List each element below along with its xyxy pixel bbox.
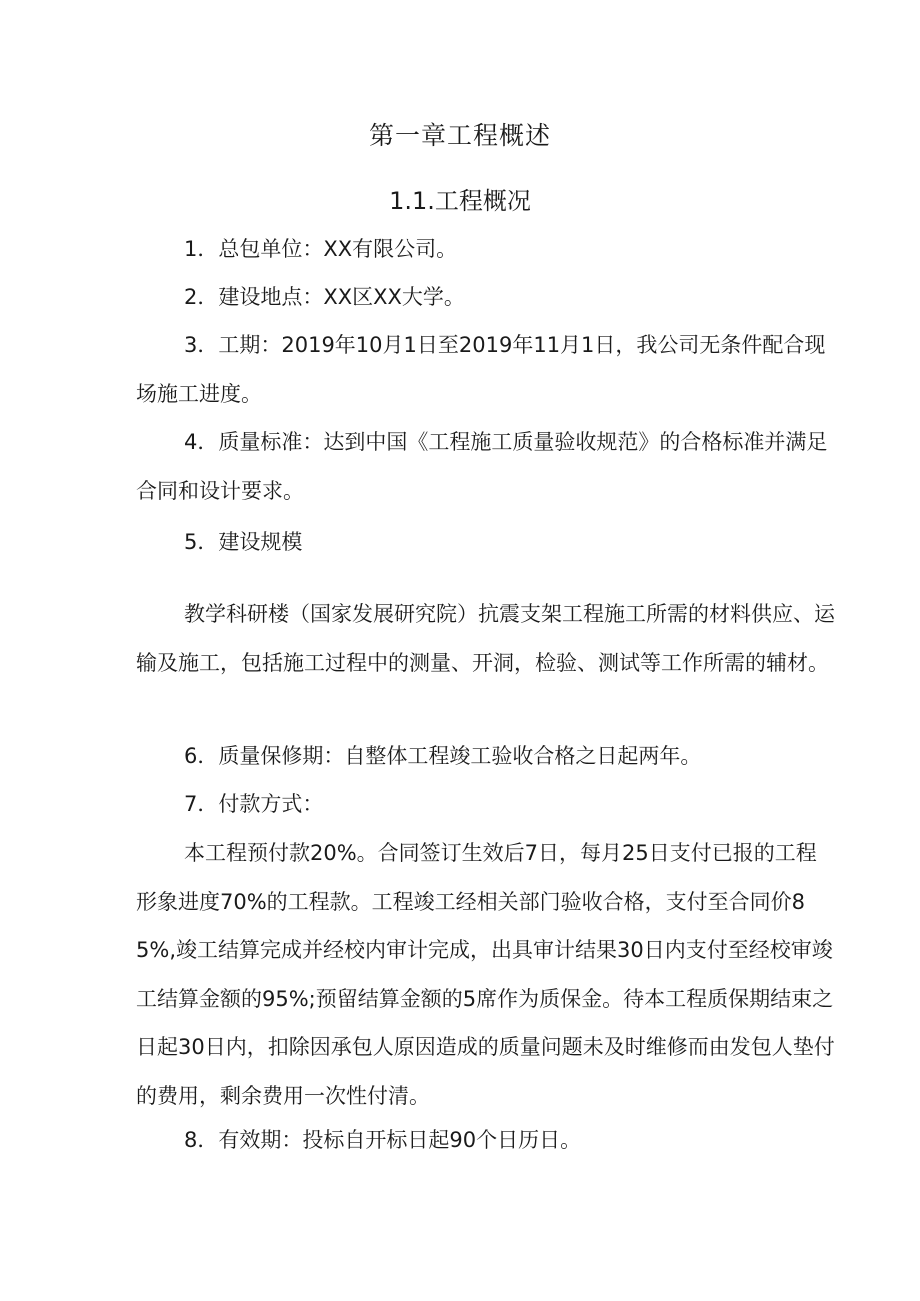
scale-description: 教学科研楼（国家发展研究院）抗震支架工程施工所需的材料供应、运输及施工，包括施工过程中的测量、开洞，检验、测试等工作所需的辅材。	[136, 602, 835, 675]
item-construction-scale: 5．建设规模	[184, 530, 303, 554]
item-construction-site: 2．建设地点：XX区XX大学。	[184, 285, 465, 309]
item-quality-standard: 4．质量标准：达到中国《工程施工质量验收规范》的合格标准并满足合同和设计要求。	[136, 430, 828, 503]
item-validity-period: 8．有效期：投标自开标日起90个日历日。	[184, 1128, 582, 1152]
payment-description: 本工程预付款20%。合同签订生效后7日，每月25日支付已报的工程形象进度70%的工程款。工程竣工经相关部门验收合格，支付至合同价85%,竣工结算完成并经校内审计完成，出具审计结果30日内支付至经校审竣工结算金额的95%;预留结算金额的5席作为质保金。待本工程质保期结束之日起30日内，扣除因承包人原因造成的质量问题未及时维修而由发包人垫付的费用，剩余费用一次性付清。	[136, 841, 835, 1108]
chapter-title: 第一章工程概述	[368, 121, 551, 150]
item-warranty-period: 6．质量保修期：自整体工程竣工验收合格之日起两年。	[184, 744, 702, 768]
item-construction-period: 3．工期：2019年10月1日至2019年11月1日，我公司无条件配合现场施工进度。	[136, 333, 826, 406]
item-payment-method: 7．付款方式：	[184, 792, 324, 816]
section-title: 1.1.工程概况	[389, 187, 531, 215]
item-general-contractor: 1．总包单位：XX有限公司。	[184, 237, 458, 261]
